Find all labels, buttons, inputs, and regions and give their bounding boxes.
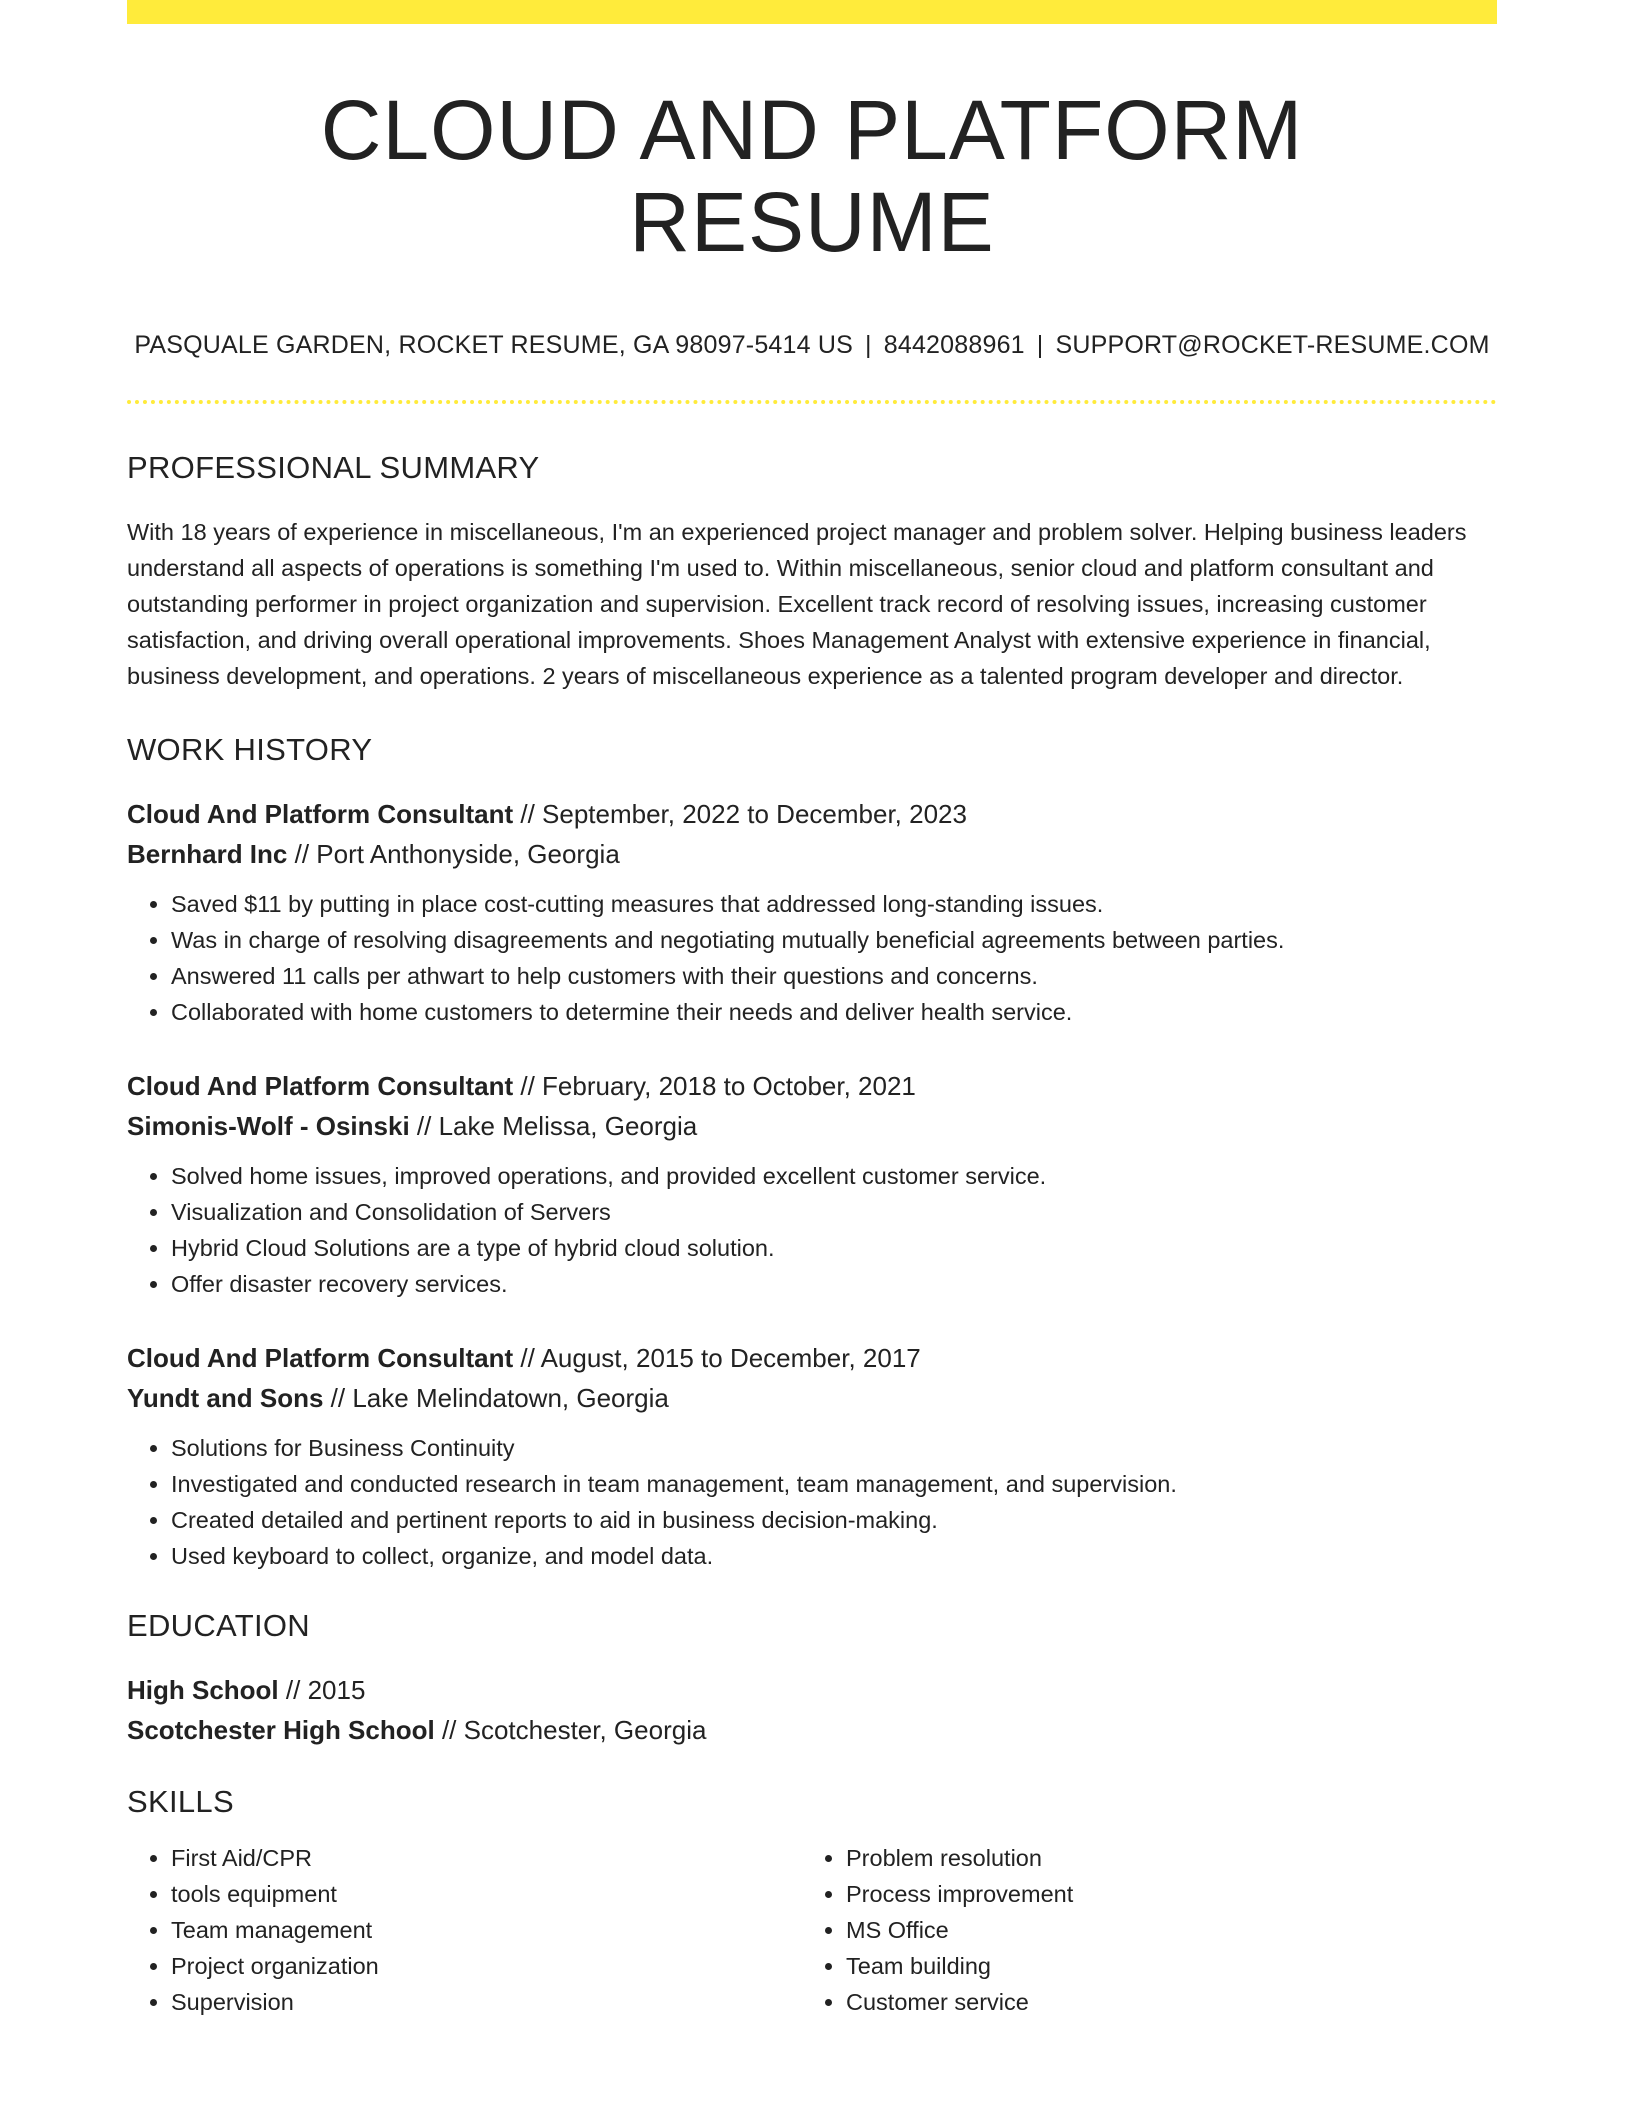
job-company: Yundt and Sons [127, 1382, 324, 1413]
job-title-line [127, 1338, 1497, 1378]
job-company-line [127, 1378, 1497, 1418]
list-item: • Solutions for Business Continuity [171, 1430, 1497, 1466]
job-bullets [127, 1430, 1497, 1574]
work-history-heading: WORK HISTORY [127, 731, 373, 767]
contact-line [127, 331, 1497, 360]
list-item: • Answered 11 calls per athwart to help customers with their questions and concerns. [171, 958, 1497, 994]
job-company: Simonis-Wolf - Osinski [127, 1110, 410, 1141]
job-dates: // February, 2018 to October, 2021 [513, 1070, 916, 1101]
job-location: // Port Anthonyside, Georgia [287, 838, 620, 869]
list-item: • Collaborated with home customers to determine their needs and deliver health service. [171, 994, 1497, 1030]
education-school-line [127, 1710, 1497, 1750]
skills-bullets [127, 1840, 802, 2020]
skills-bullets [802, 1840, 1477, 2020]
job-dates: // August, 2015 to December, 2017 [513, 1342, 921, 1373]
job-company-line [127, 1106, 1497, 1146]
list-item: • tools equipment [171, 1876, 802, 1912]
list-item: • Used keyboard to collect, organize, and model data. [171, 1538, 1497, 1574]
contact-separator: | [865, 330, 872, 359]
job-entry [127, 794, 1497, 1030]
summary-text: With 18 years of experience in miscellaneous, I'm an experienced project manager and problem solver. Helping business leaders understand all aspects of operations is something I'm used to. Within miscellaneous, senior cloud and platform consultant and outstanding performer in project organization and supervision. Excellent track record of resolving issues, increasing customer satisfaction, and driving overall operational improvements. Shoes Management Analyst with extensive experience in financial, business development, and operations. 2 years of miscellaneous experience as a talented program developer and director. [127, 518, 1467, 689]
job-title-line [127, 1066, 1497, 1106]
job-title: Cloud And Platform Consultant [127, 1070, 514, 1101]
skills-column-right [802, 1840, 1477, 2020]
list-item: • Project organization [171, 1948, 802, 1984]
summary-heading: PROFESSIONAL SUMMARY [127, 449, 540, 485]
list-item: • Problem resolution [846, 1840, 1477, 1876]
contact-separator: | [1036, 330, 1044, 359]
list-item: • Solved home issues, improved operations, and provided excellent customer service. [171, 1158, 1497, 1194]
contact-email: SUPPORT@ROCKET-RESUME.COM [1055, 330, 1490, 359]
job-bullets [127, 1158, 1497, 1302]
job-title: Cloud And Platform Consultant [127, 1342, 514, 1373]
list-item: • Supervision [171, 1984, 802, 2020]
contact-phone: 8442088961 [883, 330, 1025, 359]
education-entry [127, 1670, 1497, 1750]
job-dates: // September, 2022 to December, 2023 [513, 798, 967, 829]
top-accent-bar [127, 0, 1497, 24]
list-item: • Offer disaster recovery services. [171, 1266, 1497, 1302]
skills-heading: SKILLS [127, 1783, 234, 1819]
list-item: • Was in charge of resolving disagreements and negotiating mutually beneficial agreements between parties. [171, 922, 1497, 958]
list-item: • MS Office [846, 1912, 1477, 1948]
list-item: • Visualization and Consolidation of Servers [171, 1194, 1497, 1230]
education-degree: High School [127, 1674, 279, 1705]
job-title-line [127, 794, 1497, 834]
list-item: • First Aid/CPR [171, 1840, 802, 1876]
job-title: Cloud And Platform Consultant [127, 798, 514, 829]
list-item: • Investigated and conducted research in team management, team management, and supervision. [171, 1466, 1497, 1502]
job-bullets [127, 886, 1497, 1030]
resume-page [127, 0, 1497, 2020]
contact-address: PASQUALE GARDEN, ROCKET RESUME, GA 98097-5414 US [134, 330, 854, 359]
job-location: // Lake Melindatown, Georgia [323, 1382, 669, 1413]
list-item: • Saved $11 by putting in place cost-cutting measures that addressed long-standing issues. [171, 886, 1497, 922]
job-entry [127, 1338, 1497, 1574]
list-item: • Customer service [846, 1984, 1477, 2020]
education-degree-line [127, 1670, 1497, 1710]
list-item: • Process improvement [846, 1876, 1477, 1912]
list-item: • Hybrid Cloud Solutions are a type of hybrid cloud solution. [171, 1230, 1497, 1266]
skills-list [127, 1840, 1497, 2020]
education-heading: EDUCATION [127, 1607, 310, 1643]
skills-column-left [127, 1840, 802, 2020]
job-company-line [127, 834, 1497, 874]
dotted-divider [127, 400, 1497, 404]
education-location: // Scotchester, Georgia [434, 1714, 707, 1745]
education-school: Scotchester High School [127, 1714, 435, 1745]
list-item: • Team building [846, 1948, 1477, 1984]
job-entry [127, 1066, 1497, 1302]
education-year: // 2015 [278, 1674, 366, 1705]
resume-title: CLOUD AND PLATFORM RESUME [320, 83, 1304, 270]
job-location: // Lake Melissa, Georgia [409, 1110, 698, 1141]
list-item: • Team management [171, 1912, 802, 1948]
job-company: Bernhard Inc [127, 838, 288, 869]
list-item: • Created detailed and pertinent reports to aid in business decision-making. [171, 1502, 1497, 1538]
